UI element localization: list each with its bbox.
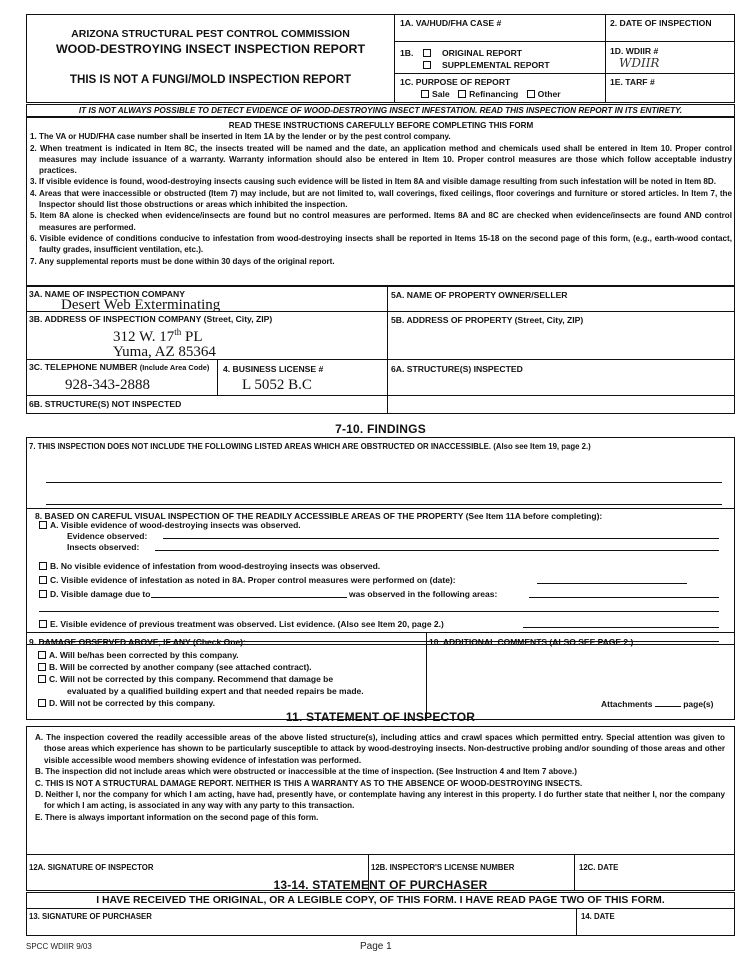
header-block [26, 14, 735, 103]
statement-item: C. THIS IS NOT A STRUCTURAL DAMAGE REPORT. NEITHER IS THIS A WARRANTY AS TO THE ABSENCE OF WOOD-DESTROYING INSECTS. [35, 778, 583, 788]
instruction-item: 2. When treatment is indicated in Item 8C, the insects treated will be named and the date, an application method and chemicals used shall be entered in Item 10. Proper control measures may include issuance of a warranty. Warranty information should also be entered in Item 10. Proper control measures are those which follow acceptable industry practices. [30, 143, 732, 176]
item-8a-option[interactable]: A. Visible evidence of wood-destroying insects was observed. [39, 520, 301, 530]
insects-line[interactable] [155, 550, 719, 551]
company-name-field[interactable]: 3A. NAME OF INSPECTION COMPANY Desert Web Exterminating [27, 287, 387, 312]
tarf-field[interactable]: 1E. TARF # [610, 77, 655, 87]
item-8a-checkbox[interactable] [39, 521, 47, 529]
item-7-line [46, 482, 722, 483]
phone-field[interactable]: 3C. TELEPHONE NUMBER (Include Area Code) 928-343-2888 [27, 360, 218, 396]
findings-block [26, 437, 735, 645]
item-9d-checkbox[interactable] [38, 699, 46, 707]
form-code: SPCC WDIIR 9/03 [26, 942, 92, 951]
damage-areas-line[interactable] [529, 597, 719, 598]
company-property-block [26, 286, 735, 414]
report-type-field: 1B. ORIGINAL REPORT SUPPLEMENTAL REPORT [395, 42, 606, 74]
statement-item: D. Neither I, nor the company for which I am acting, have had, presently have, or contemplate having any interest in this property. I do further state that neither I, nor the company for which I am acting, is associated in any way with any party to this transaction. [35, 790, 725, 811]
instructions-block [26, 117, 735, 286]
header-fields [394, 15, 734, 102]
item-7-line [46, 504, 722, 505]
item-8e-checkbox[interactable] [39, 620, 47, 628]
evidence-line[interactable] [163, 538, 719, 539]
item-9c-option[interactable]: C. Will not be corrected by this company. Recommend that damage be [38, 674, 333, 684]
statement-block [26, 726, 735, 891]
item-8c-option[interactable]: C. Visible evidence of infestation as noted in 8A. Proper control measures were performed on (date): [39, 575, 456, 585]
case-number-field[interactable]: 1A. VA/HUD/FHA CASE # [395, 15, 606, 42]
form-title: WOOD-DESTROYING INSECT INSPECTION REPORT [55, 42, 366, 56]
purchaser-signature-field[interactable]: 13. SIGNATURE OF PURCHASER [27, 909, 577, 935]
damage-cause-line[interactable] [151, 597, 347, 598]
item-9b-option[interactable]: B. Will be corrected by another company (see attached contract). [38, 662, 312, 672]
supplemental-report-option[interactable]: SUPPLEMENTAL REPORT [423, 60, 550, 70]
item-7-area[interactable]: 7. THIS INSPECTION DOES NOT INCLUDE THE FOLLOWING LISTED AREAS WHICH ARE OBSTRUCTED OR INACCESSIBLE. (Also see Item 19, page 2.) [27, 438, 734, 498]
inspector-license-field[interactable]: 12B. INSPECTOR'S LICENSE NUMBER [369, 855, 575, 891]
item-8b-option[interactable]: B. No visible evidence of infestation from wood-destroying insects was observed. [39, 561, 380, 571]
sale-option[interactable]: Sale [421, 89, 450, 99]
company-street-value: 312 W. 17th PL [113, 327, 203, 345]
statement-item: A. The inspection covered the readily accessible areas of the above listed structure(s), including attics and crawl spaces which permitted entry. Special attention was given to those areas which experience has shown to be particularly susceptible to attack by wood-destroying insects. Non-destructive probing and/or sounding of those areas and other visible accessible wood members showing evidence of infestation was performed. [35, 733, 725, 765]
structures-not-inspected-field[interactable]: 6B. STRUCTURE(S) NOT INSPECTED [29, 399, 182, 409]
original-report-option[interactable]: ORIGINAL REPORT [423, 48, 522, 58]
purpose-field: 1C. PURPOSE OF REPORT Sale Refinancing Other [395, 74, 606, 102]
owner-name-field[interactable]: 5A. NAME OF PROPERTY OWNER/SELLER [388, 287, 734, 312]
item-8c-checkbox[interactable] [39, 576, 47, 584]
refinancing-option[interactable]: Refinancing [458, 89, 518, 99]
wdiir-handwritten: WDIIR [619, 56, 660, 70]
instruction-item: 5. Item 8A alone is checked when evidence/insects are found but no control measures are performed. Items 8A and 8C are checked when evidence/insects are found AND control measures are performed. [30, 211, 732, 232]
purchaser-date-field[interactable]: 14. DATE [581, 912, 615, 921]
inspector-date-field[interactable]: 12C. DATE [579, 863, 619, 872]
item-8-area: 8. BASED ON CAREFUL VISUAL INSPECTION OF THE READILY ACCESSIBLE AREAS OF THE PROPERTY (See Item 11A before completing): A. Visible evidence of wood-destroying insects was observed. Evidence observed: Insects observed: B. No visible evidence of infestation from wood-destroying insects was observed. C. Visible evidence of infestation as noted in 8A. Proper control measures were performed on (date): D. Visible damage due to was observed in the following areas: E. Visible evidence of previous treatment was observed. List evidence. (Also see Item 20, page 2.) [27, 508, 734, 646]
instruction-item: 4. Areas that were inaccessible or obstructed (Item 7) may include, but are not limited to, wall coverings, fixed ceilings, floor coverings and furniture or stored articles. In Item 7, the Inspector should list those obstructions or areas which inhibited the inspection. [30, 188, 732, 210]
commission-name: ARIZONA STRUCTURAL PEST CONTROL COMMISSION [71, 28, 350, 40]
instruction-item: 6. Visible evidence of conditions conducive to infestation from wood-destroying insects shall be reported in Items 15-18 on the second page of this form, (e.g., earth-wood contact, faulty grades, insufficient ventilation, etc.). [30, 233, 732, 255]
sale-checkbox[interactable] [421, 90, 429, 98]
other-option[interactable]: Other [527, 89, 561, 99]
statement-item: B. The inspection did not include areas which were obstructed or inaccessible at the time of inspection. (See Instruction 4 and Item 7 above.) [35, 767, 577, 777]
phone-value: 928-343-2888 [65, 377, 150, 393]
statement-list [35, 732, 725, 823]
property-address-field[interactable]: 5B. ADDRESS OF PROPERTY (Street, City, ZIP) [388, 312, 734, 360]
wdiir-number-field[interactable]: 1D. WDIIR # WDIIR [606, 42, 735, 74]
item-8e-option[interactable]: E. Visible evidence of previous treatment was observed. List evidence. (Also see Item 20, page 2.) [39, 619, 444, 629]
instruction-item: 3. If visible evidence is found, wood-destroying insects causing such evidence will be listed in Item 8A and visible damage resulting from such infestation will be noted in Item 8D. [30, 177, 717, 187]
notice-banner: IT IS NOT ALWAYS POSSIBLE TO DETECT EVIDENCE OF WOOD-DESTROYING INSECT INFESTATION. READ THIS INSPECTION REPORT IN ITS ENTIRETY. [26, 104, 735, 117]
attachments-count[interactable]: Attachments page(s) [601, 699, 714, 709]
item-9a-option[interactable]: A. Will be/has been corrected by this company. [38, 650, 239, 660]
statement-heading: 11. STATEMENT OF INSPECTOR [285, 710, 476, 724]
item-8b-checkbox[interactable] [39, 562, 47, 570]
item-8d-option[interactable]: D. Visible damage due to [39, 589, 150, 599]
instructions-list [30, 131, 732, 267]
item-9a-checkbox[interactable] [38, 651, 46, 659]
purchaser-heading: 13-14. STATEMENT OF PURCHASER [273, 878, 488, 892]
previous-treatment-line[interactable] [523, 627, 719, 628]
item-9c-checkbox[interactable] [38, 675, 46, 683]
statement-item: E. There is always important information on the second page of this form. [35, 812, 319, 822]
refinancing-checkbox[interactable] [458, 90, 466, 98]
purchaser-statement: I HAVE RECEIVED THE ORIGINAL, OR A LEGIBLE COPY, OF THIS FORM. I HAVE READ PAGE TWO OF THIS FORM. [27, 893, 734, 909]
company-name-value: Desert Web Exterminating [61, 297, 221, 313]
company-column [27, 287, 388, 413]
item-9d-option[interactable]: D. Will not be corrected by this company. [38, 698, 215, 708]
header-title-area [27, 15, 394, 104]
instructions-heading: READ THESE INSTRUCTIONS CAREFULLY BEFORE COMPLETING THIS FORM [228, 121, 534, 130]
purpose-options [421, 89, 561, 99]
item-8d-checkbox[interactable] [39, 590, 47, 598]
control-date-line[interactable] [537, 583, 687, 584]
damage-comments-block [26, 632, 735, 720]
item-9-area: 9. DAMAGE OBSERVED ABOVE, IF ANY (Check One): A. Will be/has been corrected by this company. B. Will be corrected by another company (see attached contract). C. Will not be corrected by this company. Recommend that damage be evaluated by a qualified building expert and that needed repairs be made. D. Will not be corrected by this company. [27, 633, 427, 719]
company-city-value: Yuma, AZ 85364 [113, 344, 216, 360]
business-license-field[interactable]: 4. BUSINESS LICENSE # L 5052 B.C [218, 360, 387, 396]
purchaser-block [26, 892, 735, 936]
supplemental-report-checkbox[interactable] [423, 61, 431, 69]
property-column [388, 287, 734, 396]
original-report-checkbox[interactable] [423, 49, 431, 57]
item-10-area[interactable]: 10. ADDITIONAL COMMENTS (ALSO SEE PAGE 2.) Attachments page(s) [429, 637, 714, 709]
instruction-item: 1. The VA or HUD/FHA case number shall be inserted in Item 1A by the lender or by the pest control company. [30, 132, 451, 142]
page-number: Page 1 [360, 941, 392, 952]
business-license-value: L 5052 B.C [242, 377, 312, 393]
structures-inspected-field[interactable]: 6A. STRUCTURE(S) INSPECTED [388, 360, 734, 396]
item-9b-checkbox[interactable] [38, 663, 46, 671]
other-checkbox[interactable] [527, 90, 535, 98]
inspector-signature-field[interactable]: 12A. SIGNATURE OF INSPECTOR [27, 855, 369, 891]
instruction-item: 7. Any supplemental reports must be done within 30 days of the original report. [30, 256, 335, 266]
form-subtitle: THIS IS NOT A FUNGI/MOLD INSPECTION REPORT [69, 73, 352, 86]
findings-heading: 7-10. FINDINGS [335, 422, 426, 436]
damage-areas-line[interactable] [39, 611, 719, 612]
inspection-date-field[interactable]: 2. DATE OF INSPECTION [606, 15, 735, 42]
company-address-field[interactable]: 3B. ADDRESS OF INSPECTION COMPANY (Street, City, ZIP) 312 W. 17th PL Yuma, AZ 85364 [27, 312, 387, 360]
